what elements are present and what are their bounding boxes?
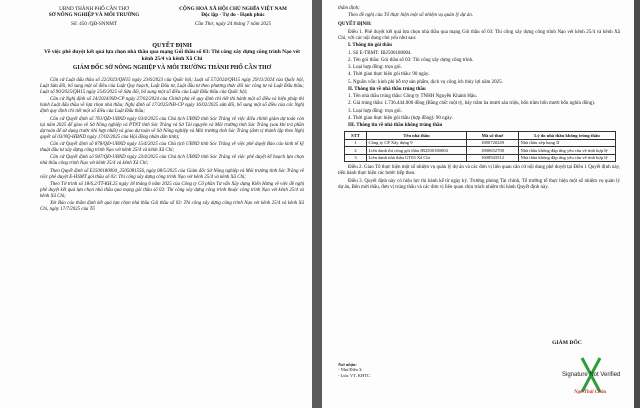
article-1: Điều 1. Phê duyệt kết quả lựa chọn nhà thầu qua mạng Gói thầu số 03: Thi công xây dựng công trình Nạo vét kênh 25/4 và kênh Xã Chi, với các nội dung chủ yếu như sau:	[338, 29, 620, 41]
table-cell: Nhà thầu xếp hạng II	[519, 139, 616, 146]
authority-title: GIÁM ĐỐC SỞ NÔNG NGHIỆP VÀ MÔI TRƯỜNG THÀNH PHỐ CẦN THƠ	[72, 65, 272, 72]
decision-title-block	[40, 42, 304, 72]
top-line-2: Theo đề nghị của Tổ thực hiện một số nhiệm vụ quản lý dự án.	[348, 13, 474, 19]
article-3: Điều 3. Quyết định này có hiệu lực thi hành kể từ ngày ký. Trưởng phòng Tài chính, Tổ trưởng tổ thực hiện một số nhiệm vụ quản lý dự án, Bên mời thầu, đơn vị trúng thầu và các đơn vị liên quan chịu trách nhiệm thi hành Quyết định này.	[338, 178, 620, 190]
table-cell: 1800652700	[467, 147, 519, 154]
table-cell: Liên danh thi công gói thầu IB2500180004	[367, 147, 467, 154]
agency-block	[40, 6, 148, 27]
document-page-right	[322, 0, 634, 408]
preamble	[40, 78, 304, 214]
table-cell: 1	[345, 139, 367, 146]
date-line: Cần Thơ, ngày 24 tháng 7 năm 2025	[194, 20, 272, 27]
country-block	[158, 6, 308, 27]
section-ii-item: 3. Loại hợp đồng: trọn gói.	[348, 108, 402, 114]
document-page-left	[0, 0, 312, 408]
section-iii-heading: III. Thông tin về nhà thầu không trúng thầu	[348, 123, 443, 128]
recipients-label: Nơi nhận:	[338, 362, 357, 367]
section-i-item: 4. Thời gian thực hiện gói thầu: 90 ngày.	[348, 72, 430, 78]
article-2: Điều 2. Giao Tổ thực hiện một số nhiệm vụ quản lý dự án và các đơn vị liên quan căn cứ nội dung phê duyệt tại Điều 1 Quyết định này, tiến hành thực hiện các bước tiếp theo.	[338, 165, 620, 177]
section-i-item: 2. Tên gói thầu: Gói thầu số 03: Thi công xây dựng công trình.	[348, 57, 474, 63]
section-ii-item: 2. Giá trúng thầu: 1.736.444.000 đồng (Bằng chữ: một tỷ, bảy trăm ba mươi sáu triệu, bốn trăm bốn mươi bốn nghìn đồng).	[348, 101, 596, 107]
country-line2: Độc lập - Tự do - Hạnh phúc	[201, 12, 265, 19]
table-cell: 1600943512	[467, 154, 519, 161]
preamble-paragraph: Căn cứ Quyết định số 878/QĐ-UBND ngày 15/4/2025 của Chủ tịch UBND tỉnh Sóc Trăng về việc phê duyệt Báo cáo kinh tế kỹ thuật đầu tư xây dựng công trình Nạo vét kênh 25/4 và kênh Xã Chi;	[40, 142, 304, 154]
losing-bidders-table	[344, 131, 616, 162]
section-i-items	[338, 51, 620, 86]
col-bidder: Tên nhà thầu	[367, 132, 467, 139]
top-line-1: thẩm định;	[338, 6, 360, 11]
signer-title: GIÁM ĐỐC	[552, 340, 582, 346]
signature-note: Signature Not Verified	[562, 372, 620, 378]
preamble-paragraph: Căn cứ Quyết định số 761/QĐ-UBND ngày 03/4/2025 của Chủ tịch UBND tỉnh Sóc Trăng về việc điều chỉnh giảm dự toán còn lại năm 2025 để giao về Sở Nông nghiệp và PTNT tỉnh Sóc Trăng và Sở Tài nguyên và Môi trường tỉnh Sóc Trăng (sau khi trả phần dự toán để sử dụng trước khi hợp nhất) và giao dự toán về Sở Nông nghiệp và Môi trường tỉnh Sóc Trăng (đơn vị thành lập theo Nghị quyết số 03/NQ-HĐND ngày 17/02/2025 của Hội đồng nhân dân tỉnh);	[40, 116, 304, 140]
table-cell: Nhà thầu không đáp ứng yêu cầu về tính hợp lệ	[519, 147, 616, 154]
section-ii-items	[338, 94, 620, 122]
decides-heading: QUYẾT ĐỊNH:	[338, 21, 372, 27]
table-cell: 3	[345, 154, 367, 161]
section-i-item: 5. Nguồn vốn: kinh phí hỗ trợ sản phẩm, dịch vụ công ích thủy lợi năm 2025.	[348, 79, 503, 85]
col-tax-code: Mã số thuế	[467, 132, 519, 139]
section-ii-item: 4. Thời gian thực hiện gói thầu (hợp đồng): 90 ngày.	[348, 115, 453, 121]
table-row	[345, 139, 616, 146]
table-row	[345, 147, 616, 154]
agency-line1: UBND THÀNH PHỐ CẦN THƠ	[59, 6, 129, 12]
signer-name: Ngô Thái Châu	[574, 390, 607, 395]
doc-number: Số: 450 /QĐ-SNNMT	[70, 20, 118, 27]
decision-title: QUYẾT ĐỊNH	[152, 42, 192, 49]
col-stt: STT	[345, 132, 367, 139]
section-i-item: 1. Số E-TBMT: IB2500180004.	[348, 50, 412, 56]
decision-body	[338, 6, 620, 192]
col-reason: Lý do nhà thầu không trúng thầu	[519, 132, 616, 139]
recipients-block	[338, 362, 371, 378]
section-i-item: 3. Loại hợp đồng: trọn gói.	[348, 65, 402, 70]
section-i-heading: I. Thông tin gói thầu	[348, 43, 392, 49]
preamble-paragraph: Theo Quyết định số E2500180004_2505081556, ngày 08/5/2025 của Giám đốc Sở Nông nghiệp và Môi trường tỉnh Sóc Trăng về việc phê duyệt E-HSMT gói thầu số 03: Thi công xây dựng công trình Nạo vét kênh 25/4 và kênh Xã Chi;	[40, 168, 304, 180]
table-header-row	[345, 132, 616, 139]
table-body	[345, 139, 616, 161]
page-gap	[312, 0, 322, 408]
section-ii-item: 1. Tên nhà thầu trúng thầu: Công ty TNHH Nguyễn Khánh Hậu.	[348, 94, 477, 99]
agency-line2: SỞ NÔNG NGHIỆP VÀ MÔI TRƯỜNG	[48, 12, 140, 19]
table-cell: 2	[345, 147, 367, 154]
table-cell: Liên danh nhà thầu GT03 Xã Chi	[367, 154, 467, 161]
preamble-paragraph: Theo Tờ trình số 18/6.2/TT-KH.25 ngày 18 tháng 6 năm 2025 của Công ty Cổ phần Tư vấn Xây dựng Kiến Hưng về việc đề nghị phê duyệt kết quả lựa chọn nhà thầu qua mạng gói thầu số 03: Thi công xây dựng công trình thuộc công trình Nạo vét kênh 25/4 và kênh Xã Chi;	[40, 181, 304, 199]
document-header	[40, 6, 308, 40]
table-cell: 1800720249	[467, 139, 519, 146]
country-line1: CỘNG HOÀ XÃ HỘI CHỦ NGHĨA VIỆT NAM	[179, 6, 287, 12]
recipient-1: - Như Điều 3;	[338, 367, 363, 373]
table-row	[345, 154, 616, 161]
preamble-paragraph: Căn cứ Nghị định số 24/2024/NĐ-CP ngày 27/02/2024 của Chính phủ về quy định chi tiết thi hành một số điều và biện pháp thi hành Luật đấu thầu về lựa chọn nhà thầu; Nghị định số 17/2025/NĐ-CP ngày 16/02/2025 sửa đổi, bổ sung một số điều của các Nghị định quy định chi tiết một số điều của Luật Đấu thầu;	[40, 97, 304, 115]
section-ii-heading: II. Thông tin về nhà thầu trúng thầu	[348, 86, 426, 92]
table-cell: Nhà thầu không đáp ứng yêu cầu về tính hợp lệ	[519, 154, 616, 161]
decision-subject: Về việc phê duyệt kết quả lựa chọn nhà thầu qua mạng Gói thầu số 03: Thi công xây dựng công trình Nạo vét kênh 25/4 và kênh Xã Chi	[43, 49, 301, 62]
preamble-paragraph: Căn cứ Luật đấu thầu số 22/2023/QH15 ngày 23/6/2023 của Quốc hội; Luật số 57/2024/QH15 ngày 29/11/2024 của Quốc hội, Luật Sửa đổi, bổ sung một số điều của Luật Quy hoạch, Luật Đầu tư, Luật đầu tư theo phương thức đối tác công tư và Luật Đấu thầu; Luật số 90/2025/QH15 ngày 25/6/2025 về Sửa đổi, bổ sung một số điều của Luật Đấu thầu của Quốc hội;	[40, 78, 304, 96]
preamble-paragraph: Xét Báo cáo thẩm định kết quả lựa chọn nhà thầu Gói thầu số 03: Thi công xây dựng công trình Nạo vét kênh 25/4 và kênh Xã Chi, ngày 17/7/2025 của Tổ	[40, 201, 304, 213]
table-cell: Công ty CP Xây dựng 9	[367, 139, 467, 146]
recipient-2: - Lưu: VT, KHTC.	[338, 372, 371, 378]
preamble-paragraph: Căn cứ Quyết định số 947/QĐ-UBND ngày 23/4/2025 của Chủ tịch UBND tỉnh Sóc Trăng về việc phê duyệt kế hoạch lựa chọn nhà thầu công trình Nạo vét kênh 25/4 và kênh Xã Chi;	[40, 155, 304, 167]
